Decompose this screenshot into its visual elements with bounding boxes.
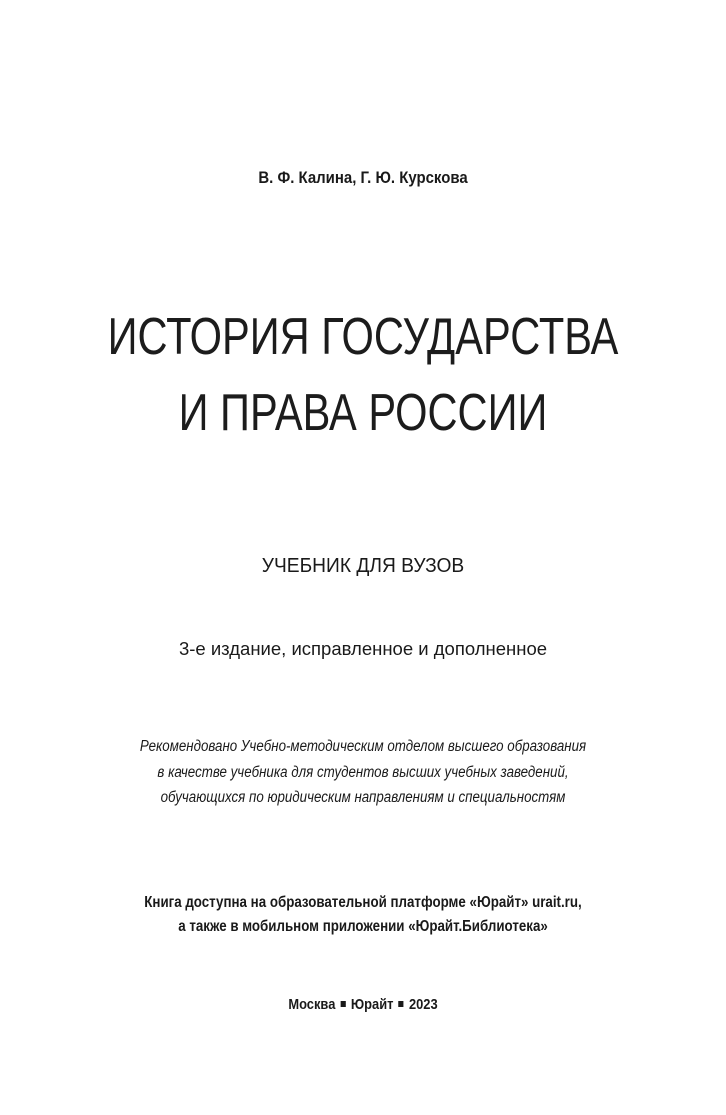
separator-square-icon [341, 1001, 346, 1007]
imprint-year: 2023 [408, 996, 438, 1013]
book-title-line-2: И ПРАВА РОССИИ [178, 384, 548, 442]
imprint-city: Москва [288, 996, 336, 1013]
authors: В. Ф. Калина, Г. Ю. Курскова [258, 168, 468, 187]
recommendation-line-1: Рекомендовано Учебно-методическим отделом высшего образования [139, 738, 587, 755]
book-subtitle: УЧЕБНИК ДЛЯ ВУЗОВ [261, 555, 465, 577]
availability-line-1: Книга доступна на образовательной платформе «Юрайт» urait.ru, [144, 894, 582, 911]
imprint-publisher: Юрайт [350, 996, 394, 1013]
book-title-line-1: ИСТОРИЯ ГОСУДАРСТВА [107, 308, 619, 366]
separator-square-icon [399, 1001, 404, 1007]
recommendation-line-3: обучающихся по юридическим направлениям и специальностям [160, 789, 566, 806]
recommendation-line-2: в качестве учебника для студентов высших учебных заведений, [157, 764, 569, 781]
imprint [51, 996, 675, 1013]
availability-line-2: а также в мобильном приложении «Юрайт.Библиотека» [178, 918, 548, 935]
edition-note: 3-е издание, исправленное и дополненное [178, 638, 548, 659]
